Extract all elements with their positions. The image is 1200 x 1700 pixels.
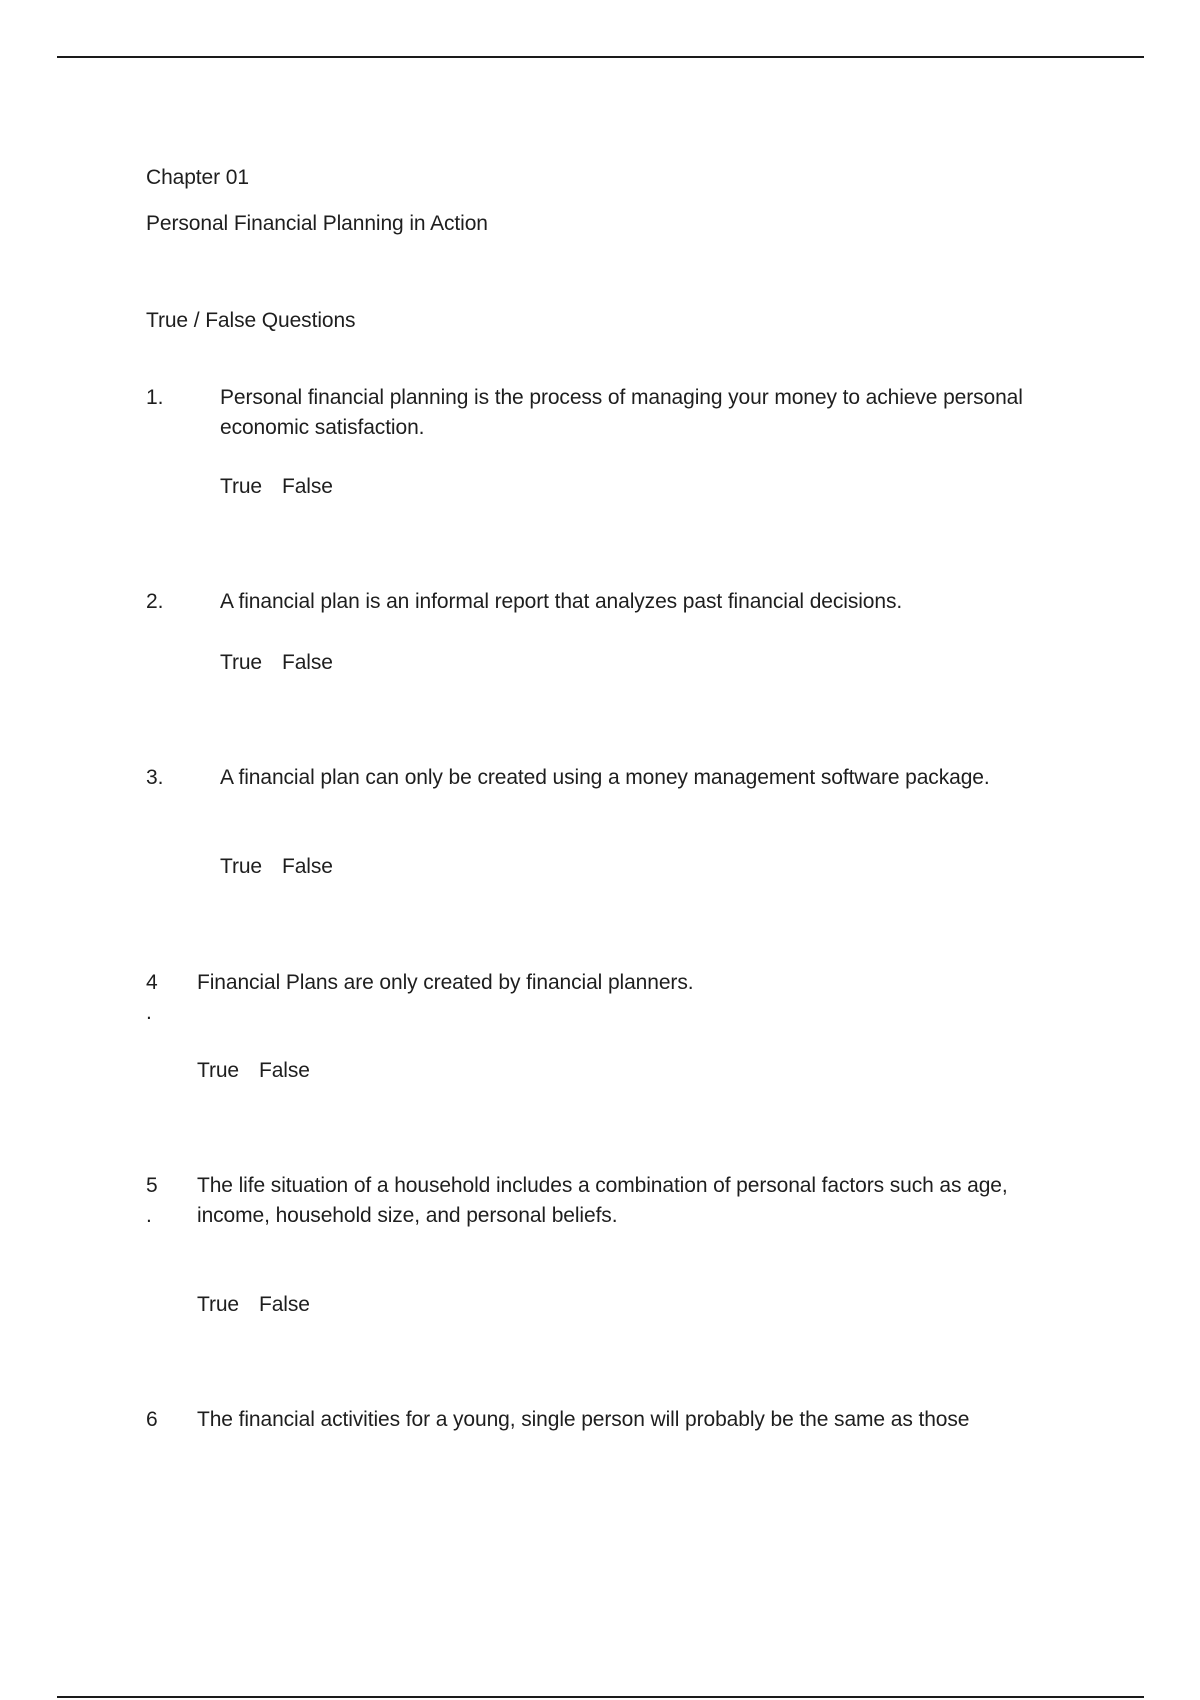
option-true: True: [197, 1293, 239, 1316]
bottom-rule: [57, 1696, 1144, 1698]
question-number: 3.: [146, 766, 164, 789]
option-false: False: [282, 475, 333, 498]
question-number: 5: [146, 1174, 158, 1197]
answer-options: [220, 648, 333, 678]
option-false: False: [259, 1293, 310, 1316]
option-false: False: [282, 651, 333, 674]
answer-options: [220, 472, 333, 502]
top-rule: [57, 56, 1144, 58]
option-false: False: [282, 855, 333, 878]
option-true: True: [197, 1059, 239, 1082]
question-text: Personal financial planning is the process of managing your money to achieve personal economic satisfaction.: [220, 386, 1023, 439]
question-text: A financial plan is an informal report that analyzes past financial decisions.: [220, 590, 903, 613]
option-true: True: [220, 475, 262, 498]
question-number-dot: .: [146, 1204, 152, 1227]
question-number: 4: [146, 971, 158, 994]
section-heading: True / False Questions: [146, 309, 356, 332]
question-number: 6: [146, 1408, 158, 1431]
question-text: The financial activities for a young, single person will probably be the same as those: [197, 1408, 970, 1431]
option-true: True: [220, 855, 262, 878]
question-text: A financial plan can only be created using a money management software package.: [220, 766, 990, 789]
answer-options: [197, 1290, 310, 1320]
question-text: The life situation of a household includes a combination of personal factors such as age, income, household size, and personal beliefs.: [197, 1174, 1008, 1227]
option-false: False: [259, 1059, 310, 1082]
answer-options: [197, 1056, 310, 1086]
question-number: 2.: [146, 590, 164, 613]
answer-options: [220, 852, 333, 882]
chapter-title: Personal Financial Planning in Action: [146, 212, 488, 235]
question-number: 1.: [146, 386, 164, 409]
option-true: True: [220, 651, 262, 674]
chapter-label: Chapter 01: [146, 166, 249, 189]
question-number-dot: .: [146, 1001, 152, 1024]
question-text: Financial Plans are only created by financial planners.: [197, 971, 694, 994]
